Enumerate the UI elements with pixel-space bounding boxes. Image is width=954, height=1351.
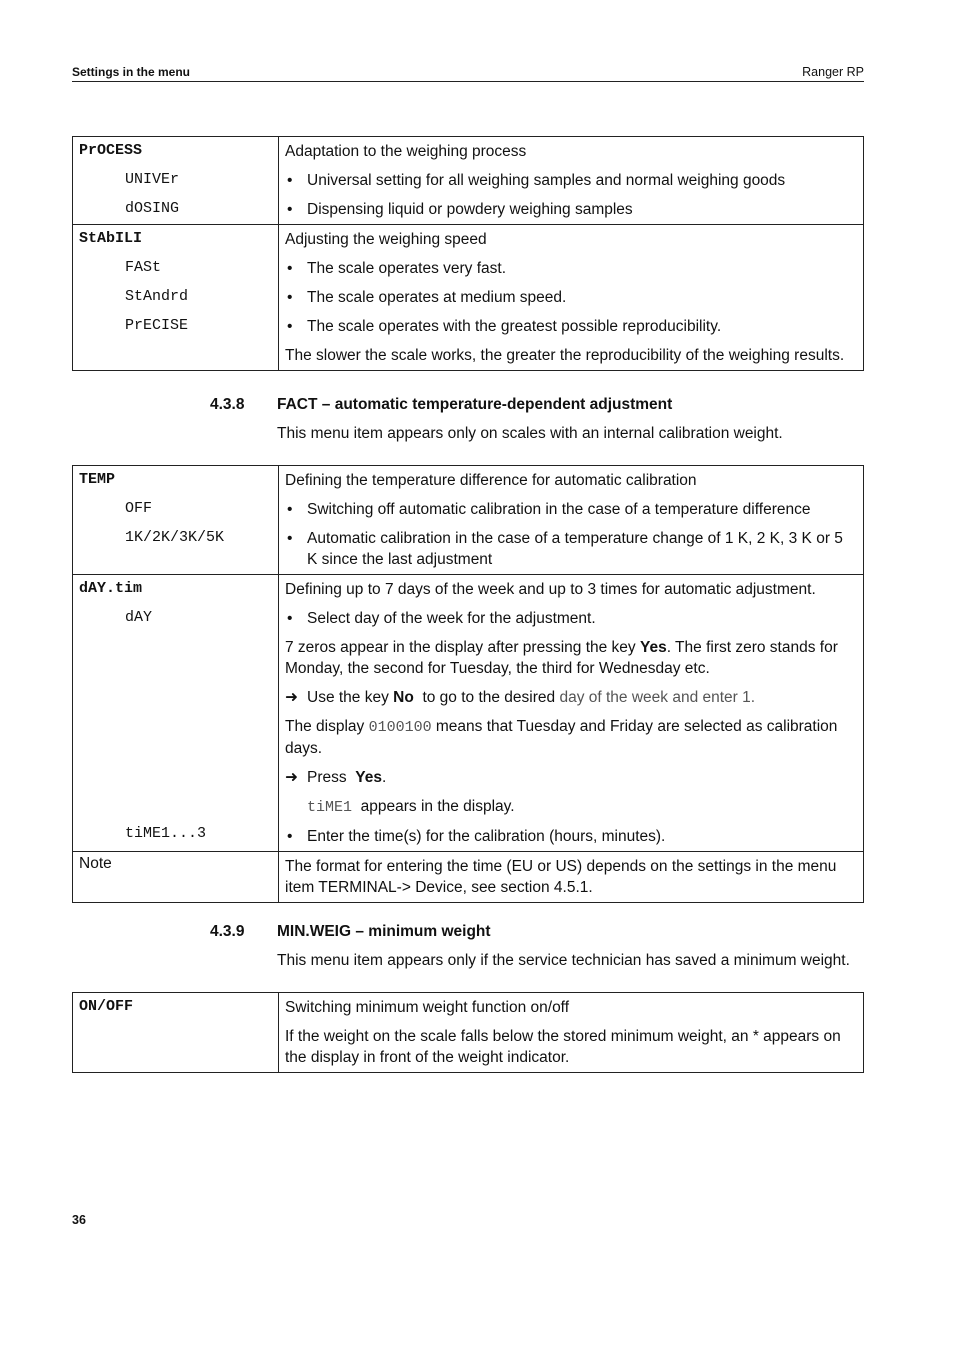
menu-option-standrd: StAndrd (125, 288, 189, 305)
table-row-daytim (73, 575, 864, 852)
bullet-item: • The scale operates very fast. (279, 254, 863, 283)
row-description: Switching minimum weight function on/off (285, 999, 570, 1016)
text-fragment: 7 zeros appear in the display after pressing the key (285, 639, 640, 656)
bullet-item: • Dispensing liquid or powdery weighing samples (279, 195, 863, 224)
text-fragment: means that Tuesday and Friday are selected as calibration days. (285, 718, 838, 757)
menu-key-temp: TEMP (79, 471, 116, 488)
page-number: 36 (72, 1213, 86, 1227)
row-description: Defining the temperature difference for automatic calibration (285, 472, 697, 489)
menu-key-cell (73, 575, 279, 852)
settings-table-fact (72, 465, 864, 903)
menu-option-day: dAY (125, 609, 153, 626)
note-label: Note (79, 855, 112, 872)
description-cell (279, 225, 864, 371)
menu-key-stabili: StAbILI (79, 230, 143, 247)
menu-key-onoff: ON/OFF (79, 998, 134, 1015)
bullet-item: • Universal setting for all weighing samples and normal weighing goods (279, 166, 863, 195)
table-row-onoff (73, 993, 864, 1073)
menu-option-off: OFF (125, 500, 153, 517)
instruction-paragraph (279, 712, 863, 763)
text-fragment: appears in the display. (352, 798, 515, 815)
arrow-step (279, 763, 863, 792)
bullet-item: • The scale operates at medium speed. (279, 283, 863, 312)
section-number: 4.3.8 (210, 396, 245, 413)
section-title: FACT – automatic temperature-dependent adjustment (277, 396, 673, 413)
display-code: 0100100 (368, 719, 432, 736)
table-row-temp (73, 466, 864, 575)
display-code: tiME1 (307, 799, 353, 816)
bullet-item: • Automatic calibration in the case of a temperature change of 1 K, 2 K, 3 K or 5 K since the last adjustment (279, 524, 863, 574)
key-name-yes: Yes (355, 769, 382, 786)
menu-key-daytim: dAY.tim (79, 580, 143, 597)
bullet-item: • Select day of the week for the adjustment. (279, 604, 863, 633)
menu-option-fast: FASt (125, 259, 162, 276)
section-title: MIN.WEIG – minimum weight (277, 923, 491, 940)
running-header-section: Settings in the menu (72, 65, 191, 79)
description-cell (279, 466, 864, 575)
table-row-note (73, 852, 864, 903)
description-cell (279, 575, 864, 852)
text-fragment: Press (307, 769, 356, 786)
row-note: The slower the scale works, the greater the reproducibility of the weighing results. (285, 347, 845, 364)
note-text: The format for entering the time (EU or US) depends on the settings in the menu item TERMINAL-> Device, see section 4.5.1. (285, 858, 837, 896)
settings-table-process-stability (72, 136, 864, 371)
menu-option-temperature-steps: 1K/2K/3K/5K (125, 529, 225, 546)
row-description: Adjusting the weighing speed (285, 231, 487, 248)
menu-key-process: PrOCESS (79, 142, 143, 159)
menu-option-univer: UNIVEr (125, 171, 180, 188)
running-header-product: Ranger RP (802, 65, 864, 79)
row-note: If the weight on the scale falls below the stored minimum weight, an * appears on the display in front of the weight indicator. (285, 1028, 841, 1066)
text-fragment: day of the week and enter 1. (559, 689, 756, 706)
menu-option-time: tiME1...3 (125, 825, 207, 842)
description-cell (279, 137, 864, 225)
menu-option-dosing: dOSING (125, 200, 180, 217)
description-cell (279, 993, 864, 1073)
section-number: 4.3.9 (210, 923, 245, 940)
text-fragment: to go to the desired (413, 689, 560, 706)
description-cell (279, 852, 864, 903)
row-description: Defining up to 7 days of the week and up to 3 times for automatic adjustment. (285, 581, 816, 598)
instruction-paragraph (279, 792, 863, 822)
table-row-process (73, 137, 864, 225)
row-description: Adaptation to the weighing process (285, 143, 527, 160)
menu-key-cell (73, 466, 279, 575)
text-fragment: The display (285, 718, 369, 735)
menu-option-precise: PrECISE (125, 317, 189, 334)
bullet-item: • The scale operates with the greatest possible reproducibility. (279, 312, 863, 341)
key-name-yes: Yes (639, 639, 667, 656)
instruction-paragraph (279, 633, 863, 683)
menu-key-cell (73, 852, 279, 903)
arrow-step (279, 683, 863, 712)
menu-key-cell (73, 993, 279, 1073)
header-divider (72, 81, 864, 82)
menu-key-cell (73, 225, 279, 371)
text-fragment: Use the key (307, 689, 394, 706)
bullet-item: • Switching off automatic calibration in the case of a temperature difference (279, 495, 863, 524)
key-name-no: No (393, 689, 414, 706)
section-intro: This menu item appears only on scales with an internal calibration weight. (277, 425, 783, 442)
section-intro: This menu item appears only if the service technician has saved a minimum weight. (277, 952, 850, 969)
table-row-stabili (73, 225, 864, 371)
settings-table-min-weig (72, 992, 864, 1073)
text-fragment: . (381, 769, 387, 786)
text-fragment: . The first zero stands for Monday, the second for Tuesday, the third for Wednesday etc. (285, 639, 838, 677)
bullet-item: • Enter the time(s) for the calibration (hours, minutes). (279, 822, 863, 851)
menu-key-cell (73, 137, 279, 225)
